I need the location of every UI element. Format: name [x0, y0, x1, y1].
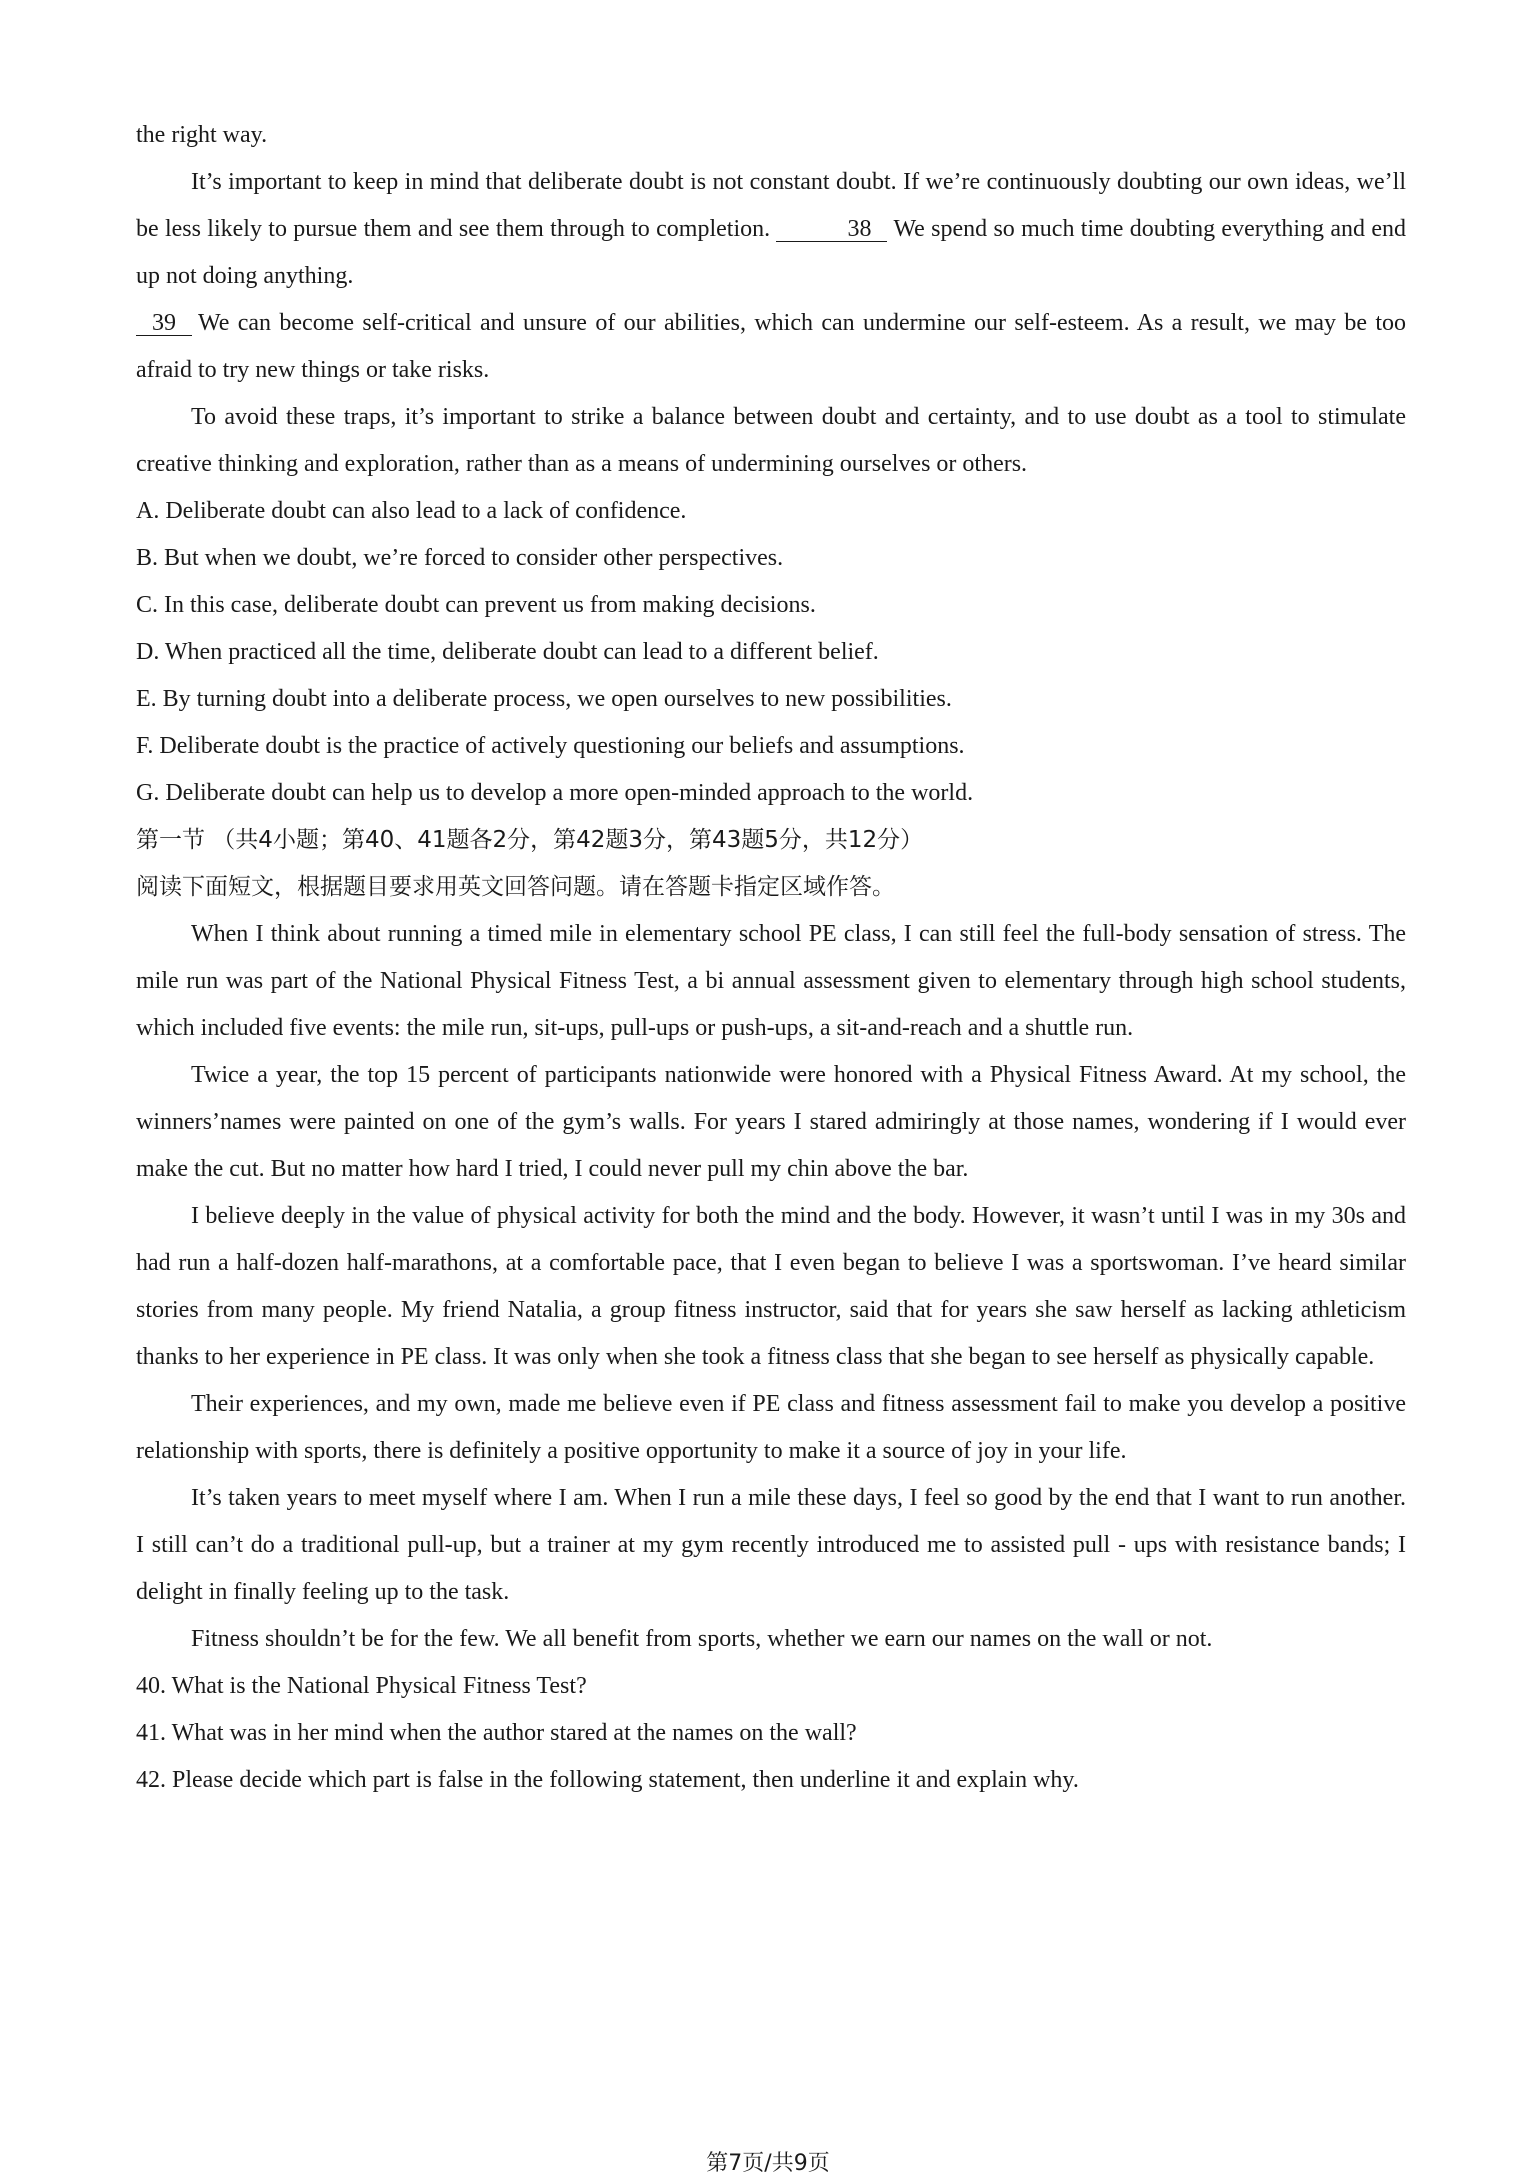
- section-instruction: 阅读下面短文，根据题目要求用英文回答问题。请在答题卡指定区域作答。: [136, 874, 895, 900]
- section-heading: 第一节 （共4小题；第40、41题各2分，第42题3分，第43题5分，共12分）: [136, 827, 924, 853]
- passage-paragraph-38: [136, 159, 1406, 300]
- blank-39: 39: [136, 311, 192, 336]
- passage-text: It’s important to keep in mind that deliberate doubt is not constant doubt. If we’re continuously doubting our own ideas, we’ll be less likely to pursue them and see them through to completion.: [136, 169, 1406, 242]
- option-f: F. Deliberate doubt is the practice of actively questioning our beliefs and assumptions.: [136, 733, 965, 759]
- option-g: G. Deliberate doubt can help us to develop a more open-minded approach to the world.: [136, 780, 974, 806]
- option-b: B. But when we doubt, we’re forced to consider other perspectives.: [136, 545, 784, 571]
- reading-paragraph-2: Twice a year, the top 15 percent of participants nationwide were honored with a Physical Fitness Award. At my school, the winners’names were painted on one of the gym’s walls. For years I stared admiringly at those names, wondering if I would ever make the cut. But no matter how hard I tried, I could never pull my chin above the bar.: [136, 1062, 1406, 1182]
- question-42: 42. Please decide which part is false in the following statement, then underline it and explain why.: [136, 1767, 1079, 1793]
- question-40: 40. What is the National Physical Fitness Test?: [136, 1673, 587, 1699]
- passage-paragraph-conclusion: To avoid these traps, it’s important to strike a balance between doubt and certainty, and to use doubt as a tool to stimulate creative thinking and exploration, rather than as a means of undermining ourselves or others.: [136, 404, 1406, 477]
- option-a: A. Deliberate doubt can also lead to a lack of confidence.: [136, 498, 687, 524]
- reading-paragraph-1: When I think about running a timed mile in elementary school PE class, I can still feel the full-body sensation of stress. The mile run was part of the National Physical Fitness Test, a bi annual assessment given to elementary through high school students, which included five events: the mile run, sit-ups, pull-ups or push-ups, a sit-and-reach and a shuttle run.: [136, 921, 1406, 1041]
- reading-paragraph-3: I believe deeply in the value of physical activity for both the mind and the body. However, it wasn’t until I was in my 30s and had run a half-dozen half-marathons, at a comfortable pace, that I even began to believe I was a sportswoman. I’ve heard similar stories from many people. My friend Natalia, a group fitness instructor, said that for years she saw herself as lacking athleticism thanks to her experience in PE class. It was only when she took a fitness class that she began to see herself as physically capable.: [136, 1203, 1406, 1370]
- question-41: 41. What was in her mind when the author stared at the names on the wall?: [136, 1720, 857, 1746]
- reading-paragraph-6: Fitness shouldn’t be for the few. We all benefit from sports, whether we earn our names on the wall or not.: [191, 1626, 1213, 1652]
- reading-paragraph-4: Their experiences, and my own, made me believe even if PE class and fitness assessment fail to make you develop a positive relationship with sports, there is definitely a positive opportunity to make it a source of joy in your life.: [136, 1391, 1406, 1464]
- passage-line-top: the right way.: [136, 122, 268, 148]
- passage-text: We can become self-critical and unsure of our abilities, which can undermine our self-esteem. As a result, we may be too afraid to try new things or take risks.: [136, 310, 1406, 383]
- passage-paragraph-39: [136, 300, 1406, 394]
- option-c: C. In this case, deliberate doubt can prevent us from making decisions.: [136, 592, 816, 618]
- page-number: 第7页/共9页: [706, 2151, 830, 2176]
- passage-text: We spend so much time doubting everything and end up not doing anything.: [136, 216, 1406, 289]
- reading-paragraph-5: It’s taken years to meet myself where I am. When I run a mile these days, I feel so good by the end that I want to run another. I still can’t do a traditional pull-up, but a trainer at my gym recently introduced me to assisted pull - ups with resistance bands; I delight in finally feeling up to the task.: [136, 1485, 1406, 1605]
- option-e: E. By turning doubt into a deliberate process, we open ourselves to new possibilities.: [136, 686, 952, 712]
- blank-38: 38: [776, 217, 887, 242]
- exam-page: [136, 112, 1406, 1804]
- option-d: D. When practiced all the time, deliberate doubt can lead to a different belief.: [136, 639, 879, 665]
